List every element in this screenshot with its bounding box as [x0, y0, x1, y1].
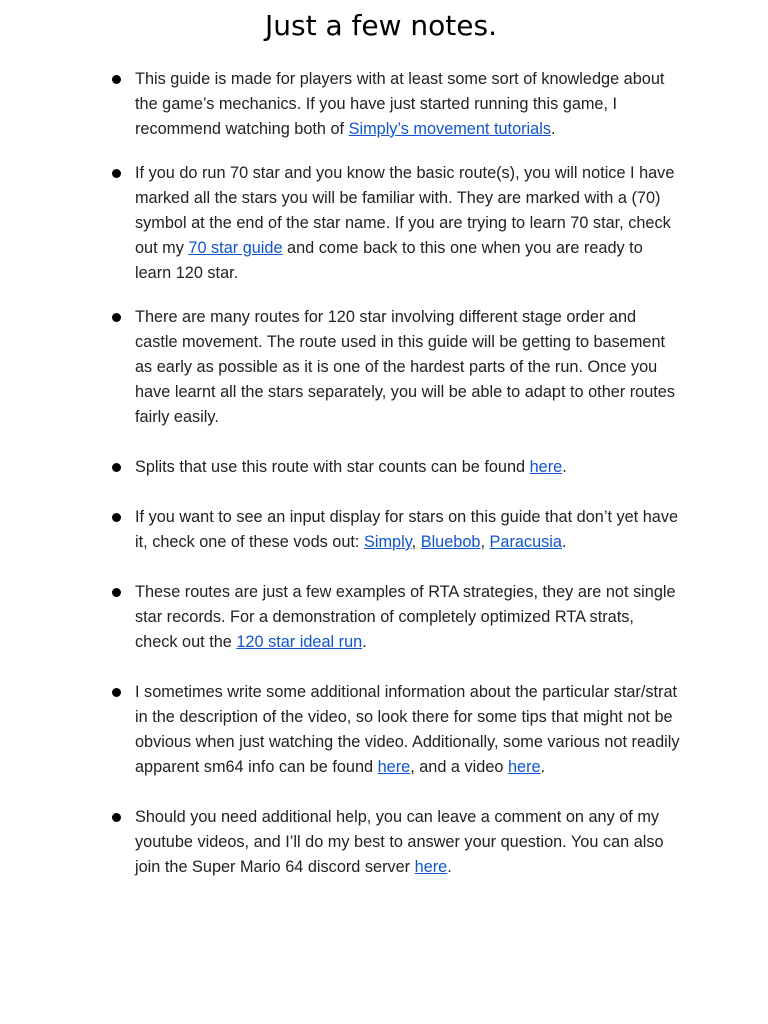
- note-text: These routes are just a few examples of RTA strategies, they are not single star records. For a demonstration of completely optimized RTA strats, check out the: [135, 583, 676, 651]
- note-text: .: [447, 858, 452, 876]
- note-text: ,: [480, 533, 490, 551]
- page-title: Just a few notes.: [265, 9, 497, 42]
- sm64-info-link[interactable]: here: [377, 758, 411, 776]
- note-text: and come back to this one when you are ready to learn 120 star.: [135, 239, 643, 282]
- note-text: Splits that use this route with star counts can be found: [135, 458, 530, 476]
- bullet-icon: [112, 463, 121, 472]
- note-text: ,: [411, 533, 421, 551]
- discord-server-link[interactable]: here: [414, 858, 448, 876]
- note-item: [0, 455, 768, 480]
- note-text: , and a video: [410, 758, 508, 776]
- bullet-icon: [112, 75, 121, 84]
- bullet-icon: [112, 588, 121, 597]
- paracusia-vod-link[interactable]: Paracusia: [489, 533, 562, 551]
- note-text: .: [561, 533, 567, 551]
- splits-link[interactable]: here: [529, 458, 563, 476]
- note-text: If you do run 70 star and you know the basic route(s), you will notice I have marked all the stars you will be familiar with. They are marked with a (70) symbol at the end of the star name. If you are trying to learn 70 star, check out my: [135, 164, 675, 257]
- note-text: Should you need additional help, you can leave a comment on any of my youtube videos, and I’ll do my best to answer your question. You can also join the Super Mario 64 discord server: [135, 808, 664, 876]
- note-text: .: [540, 758, 546, 776]
- note-item: [0, 805, 768, 880]
- 70-star-guide-link[interactable]: 70 star guide: [188, 239, 283, 257]
- note-text: .: [550, 120, 556, 138]
- bullet-icon: [112, 813, 121, 822]
- note-text: There are many routes for 120 star involving different stage order and castle movement. The route used in this guide will be getting to basement as early as possible as it is one of the hardest parts of the run. Once you have learnt all the stars separately, you will be able to adapt to other routes fairly easily.: [135, 308, 676, 426]
- note-text: .: [362, 633, 367, 651]
- ideal-run-link[interactable]: 120 star ideal run: [236, 633, 363, 651]
- note-text: This guide is made for players with at least some sort of knowledge about the game’s mechanics. If you have just started running this game, I recommend watching both of: [135, 70, 665, 138]
- note-item: [0, 305, 768, 430]
- movement-tutorials-link[interactable]: Simply’s movement tutorials: [348, 120, 551, 138]
- bullet-icon: [112, 313, 121, 322]
- note-text: I sometimes write some additional information about the particular star/strat in the description of the video, so look there for some tips that might not be obvious when just watching the video. Additionally, some various not readily apparent sm64 info can be found: [135, 683, 680, 776]
- bluebob-vod-link[interactable]: Bluebob: [420, 533, 481, 551]
- bullet-icon: [112, 513, 121, 522]
- note-item: [0, 505, 768, 555]
- note-item: [0, 580, 768, 655]
- bullet-icon: [112, 169, 121, 178]
- simply-vod-link[interactable]: Simply: [363, 533, 412, 551]
- notes-list: [0, 67, 768, 880]
- note-item: [0, 161, 768, 286]
- note-item: [0, 67, 768, 142]
- note-text: .: [562, 458, 567, 476]
- video-link[interactable]: here: [507, 758, 541, 776]
- note-text: If you want to see an input display for stars on this guide that don’t yet have it, check one of these vods out:: [135, 508, 679, 551]
- bullet-icon: [112, 688, 121, 697]
- note-item: [0, 680, 768, 780]
